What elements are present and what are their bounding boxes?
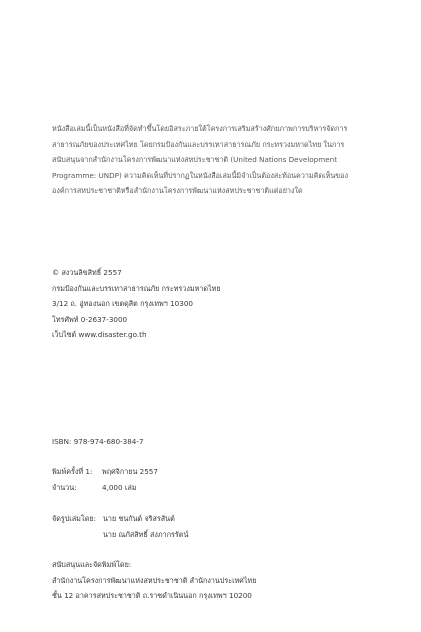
disclaimer-line: หนังสือเล่มนี้เป็นหนังสือที่จัดทำขึ้นโดยอิสระภายใต้โครงการเสริมสร้างศักยภาพการบริหารจัดการ <box>52 124 348 133</box>
copyright-block <box>52 265 382 343</box>
isbn-block <box>52 434 382 450</box>
disclaimer-line: สนับสนุนจากสำนักงานโครงการพัฒนาแห่งสหประชาชาติ (United Nations Development <box>52 155 338 165</box>
disclaimer-paragraph <box>52 121 382 199</box>
publisher-website: เว็บไซต์ www.disaster.go.th <box>52 330 147 340</box>
layout-credit-person: นาย ณภัสสิทธิ์ ส่งภากรรัตน์ <box>103 529 189 539</box>
print-edition-label: พิมพ์ครั้งที่ 1: <box>52 467 93 476</box>
layout-credit-row <box>52 511 382 527</box>
print-count-label: จำนวน: <box>52 482 77 492</box>
print-count-value: 4,000 เล่ม <box>102 482 137 492</box>
disclaimer-line: องค์การสหประชาชาติหรือสำนักงานโครงการพัฒนาแห่งสหประชาชาติแต่อย่างใด <box>52 186 303 196</box>
layout-credit-block <box>52 511 382 542</box>
publisher-name: กรมป้องกันและบรรเทาสาธารณภัย กระทรวงมหาดไทย <box>52 283 221 293</box>
support-label: สนับสนุนและจัดพิมพ์โดย: <box>52 560 132 569</box>
disclaimer-line: สาธารณภัยของประเทศไทย โดยกรมป้องกันและบรรเทาสาธารณภัย กระทรวงมหาดไทย ในการ <box>52 139 345 149</box>
layout-credit-person: นาย ชนกันต์ จริสรสันต์ <box>103 514 175 523</box>
support-block <box>52 557 382 604</box>
publisher-phone: โทรศัพท์ 0-2637-3000 <box>52 314 128 324</box>
disclaimer-line: Programme: UNDP) ความคิดเห็นที่ปรากฏในหนังสือเล่มนี้มิจำเป็นต้องสะท้อนความคิดเห็นของ <box>52 170 348 180</box>
copyright-notice: © สงวนลิขสิทธิ์ 2557 <box>52 268 122 277</box>
support-address: ชั้น 12 อาคารสหประชาชาติ ถ.ราชดำเนินนอก กรุงเทพฯ 10200 <box>52 591 252 601</box>
support-organization: สำนักงานโครงการพัฒนาแห่งสหประชาชาติ สำนักงานประเทศไทย <box>52 575 257 585</box>
print-count-row <box>52 480 382 496</box>
print-edition-row <box>52 464 382 480</box>
edition-block <box>52 464 382 495</box>
publisher-address: 3/12 ถ. อู่ทองนอก เขตดุสิต กรุงเทพฯ 10300 <box>52 299 193 309</box>
layout-credit-label: จัดรูปเล่มโดย: <box>52 514 97 523</box>
isbn-number: ISBN: 978-974-680-384-7 <box>52 437 144 446</box>
print-edition-value: พฤศจิกายน 2557 <box>102 467 158 476</box>
